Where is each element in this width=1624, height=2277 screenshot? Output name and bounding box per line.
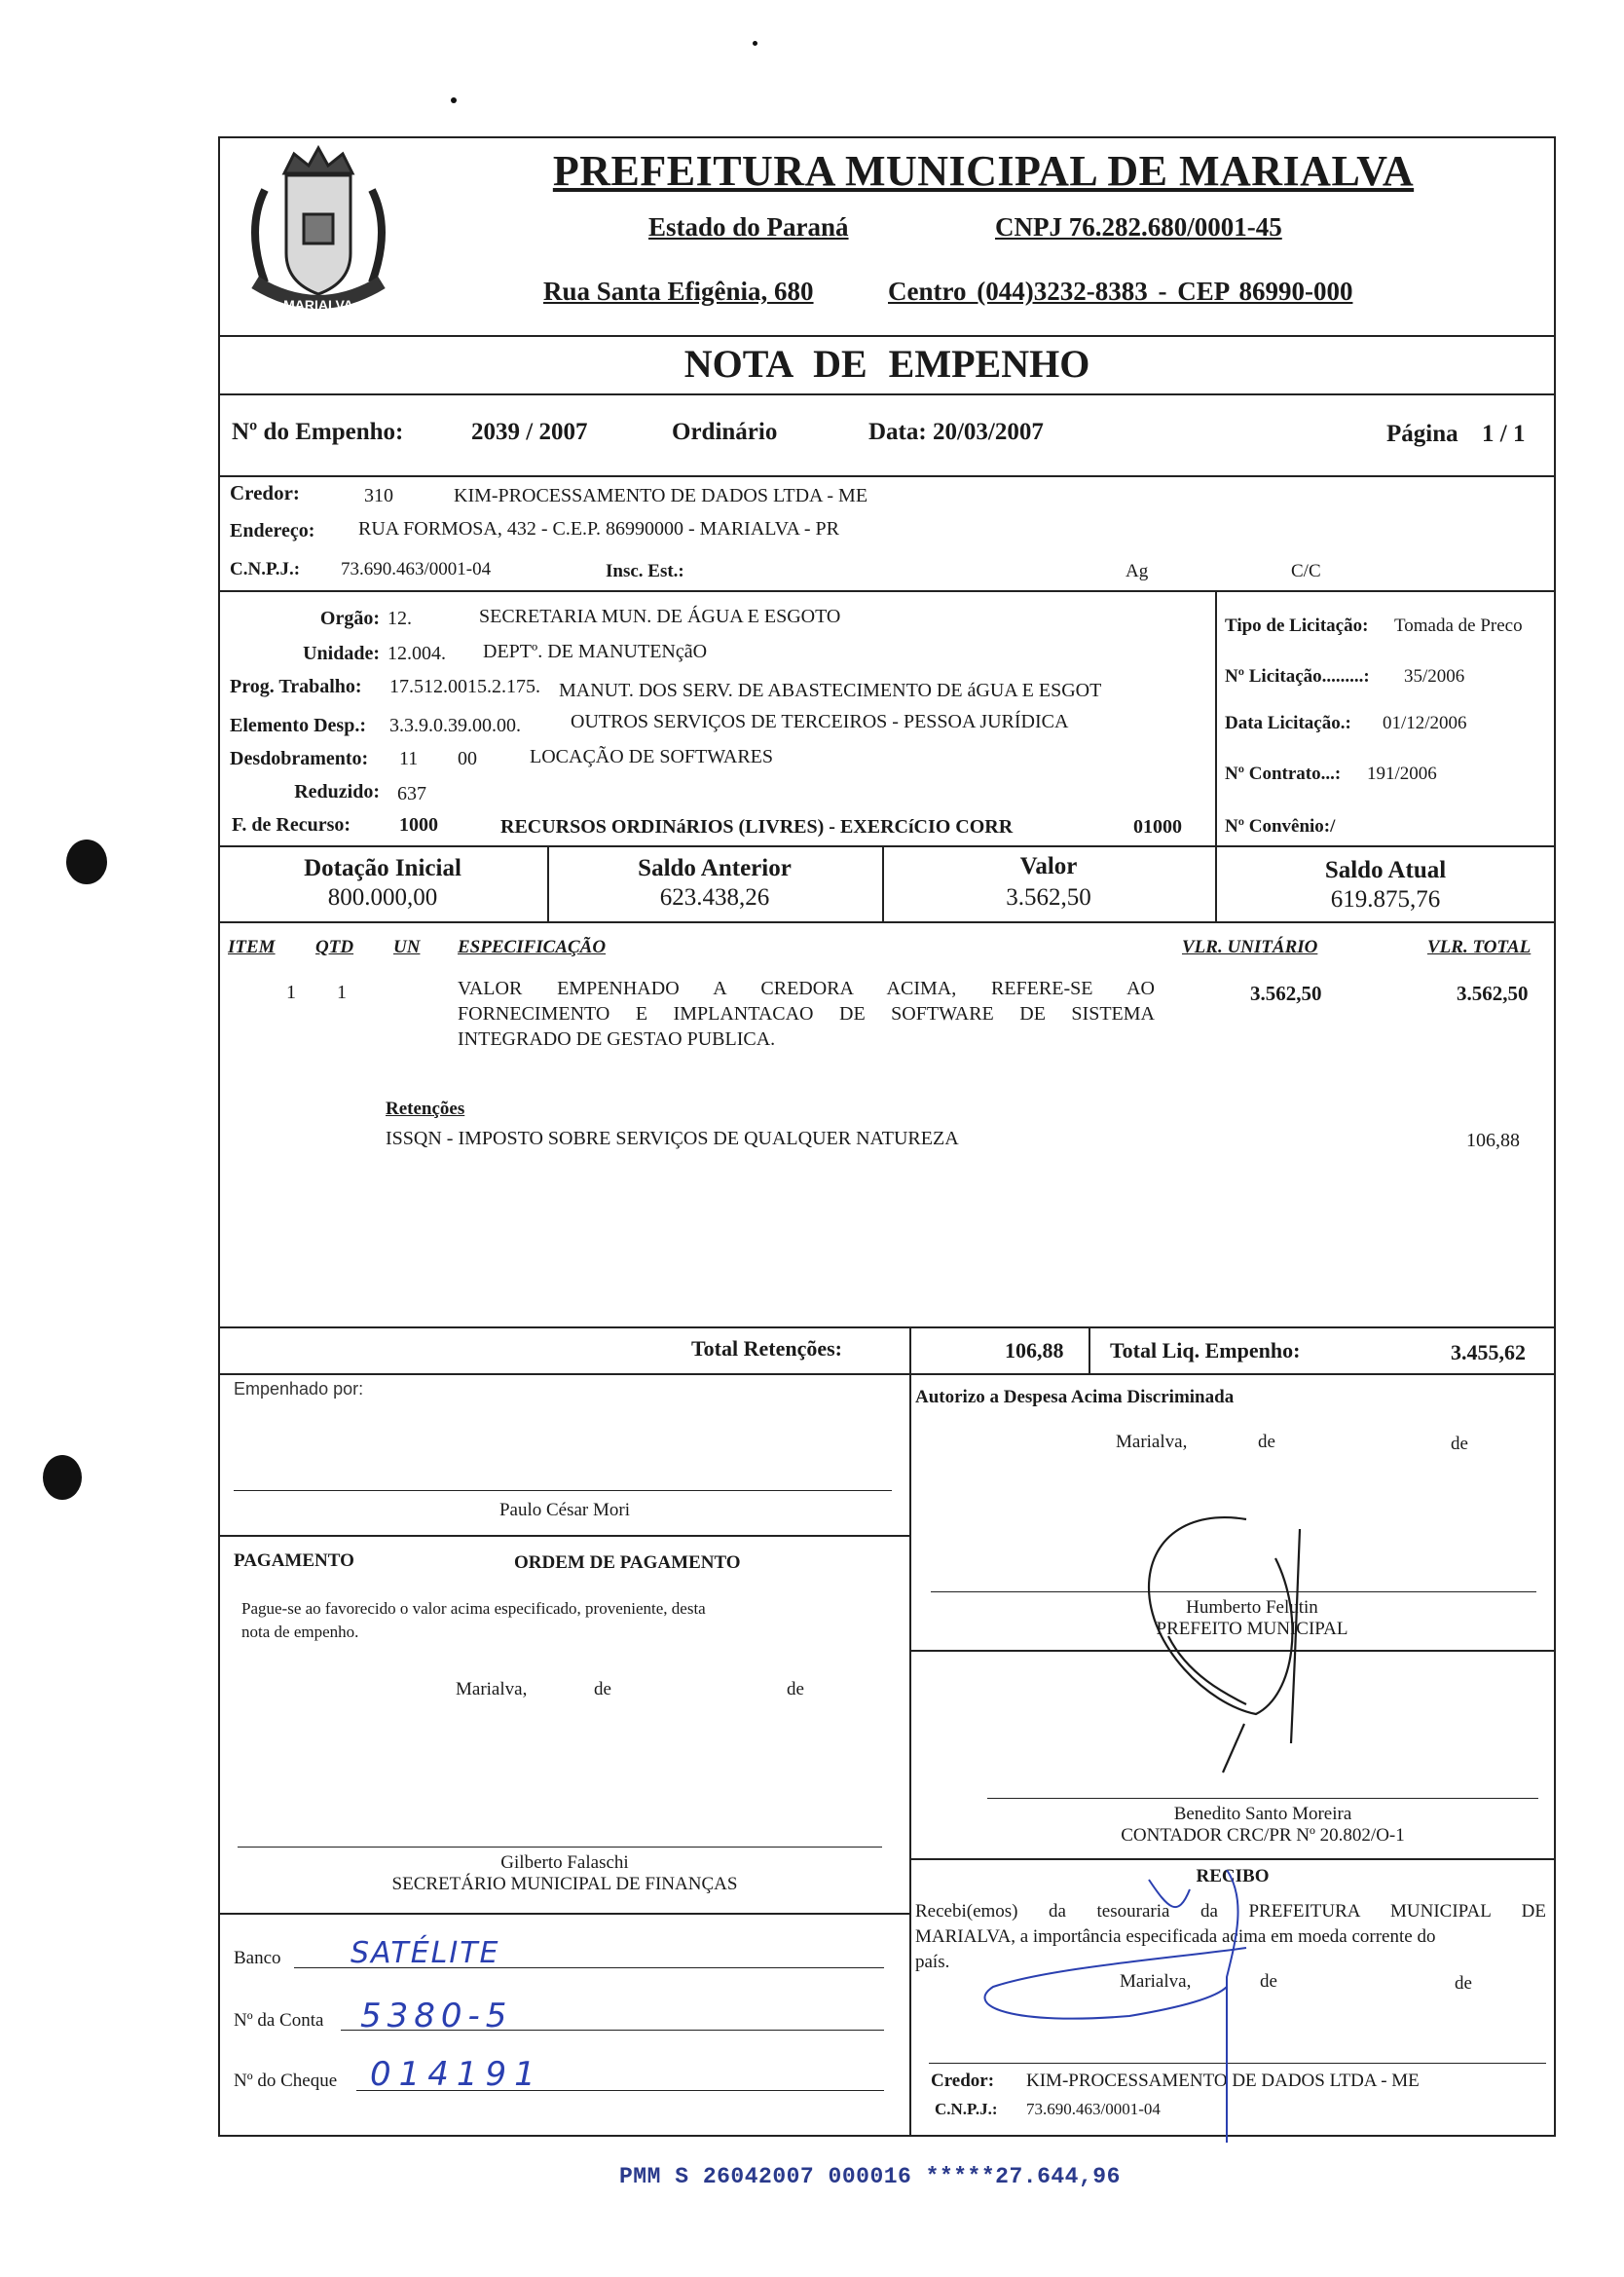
total-liq-value: 3.455,62 bbox=[1451, 1340, 1526, 1364]
doc-title: NOTA DE EMPENHO bbox=[683, 342, 1090, 386]
autorizo-label: Autorizo a Despesa Acima Discriminada bbox=[915, 1387, 1235, 1407]
cheque-value: 014191 bbox=[370, 2055, 543, 2094]
recibo-texto-2: MARIALVA, a importância especificada acima em moeda corrente do bbox=[915, 1926, 1436, 1947]
total-retencoes-value: 106,88 bbox=[1005, 1338, 1064, 1362]
desdobramento-b: 00 bbox=[458, 748, 477, 769]
recibo-title: RECIBO bbox=[1196, 1866, 1270, 1886]
recurso-code: 1000 bbox=[399, 814, 438, 836]
header-state: Estado do Paraná bbox=[648, 212, 849, 242]
orgao-desc: SECRETARIA MUN. DE ÁGUA E ESGOTO bbox=[479, 606, 841, 627]
pagamento-texto-2: nota de empenho. bbox=[241, 1623, 359, 1641]
credor-label: Credor: bbox=[230, 481, 300, 504]
prog-trabalho-code: 17.512.0015.2.175. bbox=[389, 676, 540, 697]
conta-label: Nº da Conta bbox=[234, 2010, 324, 2031]
scan-speck bbox=[451, 97, 457, 103]
licitacao-num-value: 35/2006 bbox=[1404, 666, 1465, 687]
prog-trabalho-label: Prog. Trabalho: bbox=[230, 676, 362, 697]
saldo-atual-label: Saldo Atual bbox=[1324, 857, 1447, 883]
header-address: Rua Santa Efigênia, 680 bbox=[543, 277, 814, 306]
ag-label: Ag bbox=[1126, 561, 1149, 581]
empenho-label: Nº do Empenho: bbox=[232, 419, 404, 445]
bank-stamp: PMM S 26042007 000016 *****27.644,96 bbox=[619, 2164, 1121, 2189]
row-vlr-unitario: 3.562,50 bbox=[1250, 982, 1322, 1005]
row-item: 1 bbox=[286, 982, 296, 1003]
endereco-label: Endereço: bbox=[230, 520, 315, 541]
recurso-desc: RECURSOS ORDINáRIOS (LIVRES) - EXERCíCIO CORR bbox=[500, 816, 1014, 838]
saldo-atual-value: 619.875,76 bbox=[1330, 886, 1441, 913]
credor-name: KIM-PROCESSAMENTO DE DADOS LTDA - ME bbox=[454, 485, 868, 506]
col-un: UN bbox=[393, 937, 421, 957]
credor-cnpj-label: C.N.P.J.: bbox=[230, 559, 301, 579]
empenho-type: Ordinário bbox=[672, 419, 778, 445]
empenhado-signature-line bbox=[234, 1490, 892, 1491]
row-spec-line-1: VALOR EMPENHADO A CREDORA ACIMA, REFERE-SE AO bbox=[458, 978, 1155, 999]
pagamento-label: PAGAMENTO bbox=[234, 1550, 354, 1571]
totals-divider-2 bbox=[1089, 1326, 1090, 1375]
saldo-anterior-value: 623.438,26 bbox=[659, 884, 770, 911]
insc-est-label: Insc. Est.: bbox=[606, 561, 684, 581]
banco-label: Banco bbox=[234, 1948, 281, 1968]
desdobramento-desc: LOCAÇÃO DE SOFTWARES bbox=[530, 746, 774, 767]
recibo-de-1: de bbox=[1260, 1971, 1277, 1992]
recibo-texto-3: país. bbox=[915, 1952, 950, 1972]
col-vlr-total: VLR. TOTAL bbox=[1427, 937, 1532, 957]
recibo-signature bbox=[935, 1860, 1324, 2152]
valor-value: 3.562,50 bbox=[1006, 884, 1091, 911]
unidade-label: Unidade: bbox=[303, 643, 380, 664]
contador-cargo: CONTADOR CRC/PR Nº 20.802/O-1 bbox=[1121, 1825, 1405, 1846]
pagamento-de-1: de bbox=[594, 1679, 611, 1699]
divider-pagamento bbox=[218, 1535, 911, 1537]
data-licitacao-value: 01/12/2006 bbox=[1383, 713, 1467, 733]
reduzido-value: 637 bbox=[397, 783, 426, 804]
orcamento-divider bbox=[1215, 590, 1217, 847]
elemento-code: 3.3.9.0.39.00.00. bbox=[389, 715, 521, 736]
pagina-value: 1 / 1 bbox=[1482, 421, 1526, 447]
recibo-credor-label: Credor: bbox=[931, 2071, 995, 2091]
autorizo-de-2: de bbox=[1451, 1434, 1468, 1454]
seal-ribbon-text: MARIALVA bbox=[283, 297, 353, 313]
saldo-anterior-label: Saldo Anterior bbox=[638, 855, 792, 881]
municipal-seal-icon bbox=[226, 136, 411, 331]
empenho-number: 2039 / 2007 bbox=[471, 419, 588, 445]
secretario-cargo: SECRETÁRIO MUNICIPAL DE FINANÇAS bbox=[391, 1874, 738, 1894]
pagamento-texto-1: Pague-se ao favorecido o valor acima especificado, proveniente, desta bbox=[241, 1599, 706, 1618]
divider-banco bbox=[218, 1913, 911, 1915]
recibo-cnpj-label: C.N.P.J.: bbox=[935, 2100, 998, 2118]
dotacao-value: 800.000,00 bbox=[327, 884, 438, 911]
recibo-de-2: de bbox=[1455, 1973, 1472, 1994]
contrato-value: 191/2006 bbox=[1367, 764, 1437, 784]
unidade-code: 12.004. bbox=[388, 643, 446, 664]
desdobramento-a: 11 bbox=[399, 748, 419, 769]
recurso-label: F. de Recurso: bbox=[232, 814, 351, 836]
banco-value: SATÉLITE bbox=[351, 1936, 500, 1970]
prefeito-nome: Humberto Felutin bbox=[1186, 1597, 1318, 1618]
secretario-nome: Gilberto Falaschi bbox=[500, 1852, 629, 1873]
licitacao-num-label: Nº Licitação.........: bbox=[1225, 666, 1370, 687]
total-liq-label: Total Liq. Empenho: bbox=[1110, 1338, 1301, 1362]
recurso-num: 01000 bbox=[1133, 816, 1182, 838]
valor-label: Valor bbox=[1019, 853, 1078, 879]
col-item: ITEM bbox=[228, 937, 276, 957]
empenho-date: Data: 20/03/2007 bbox=[868, 419, 1044, 445]
retencao-value: 106,88 bbox=[1466, 1130, 1520, 1151]
header-contact: Centro (044)3232-8383 - CEP 86990-000 bbox=[888, 277, 1353, 306]
col-vlr-unitario: VLR. UNITÁRIO bbox=[1182, 937, 1318, 957]
retencao-desc: ISSQN - IMPOSTO SOBRE SERVIÇOS DE QUALQUER NATUREZA bbox=[386, 1128, 959, 1149]
recibo-credor-nome: KIM-PROCESSAMENTO DE DADOS LTDA - ME bbox=[1026, 2071, 1420, 2091]
empenhado-label: Empenhado por: bbox=[234, 1379, 364, 1399]
cheque-label: Nº do Cheque bbox=[234, 2071, 338, 2091]
endereco-value: RUA FORMOSA, 432 - C.E.P. 86990000 - MARIALVA - PR bbox=[358, 518, 839, 540]
prog-trabalho-desc: MANUT. DOS SERV. DE ABASTECIMENTO DE áGUA E ESGOT bbox=[559, 680, 1102, 701]
total-retencoes-label: Total Retenções: bbox=[691, 1336, 842, 1361]
col-qtd: QTD bbox=[315, 937, 354, 957]
row-vlr-total: 3.562,50 bbox=[1457, 982, 1529, 1005]
handwritten-signature bbox=[1129, 1500, 1363, 1889]
empenhado-nome: Paulo César Mori bbox=[498, 1500, 631, 1520]
data-licitacao-label: Data Licitação.: bbox=[1225, 713, 1351, 733]
pagina-label: Página bbox=[1386, 421, 1458, 447]
page-title: PREFEITURA MUNICIPAL DE MARIALVA bbox=[552, 147, 1415, 195]
pagamento-marialva: Marialva, bbox=[456, 1679, 528, 1699]
prefeito-cargo: PREFEITO MUNICIPAL bbox=[1156, 1619, 1348, 1639]
credor-cnpj: 73.690.463/0001-04 bbox=[341, 559, 492, 579]
contrato-label: Nº Contrato...: bbox=[1225, 764, 1342, 784]
cc-label: C/C bbox=[1291, 561, 1321, 581]
contador-nome: Benedito Santo Moreira bbox=[1173, 1804, 1352, 1824]
totals-divider-1 bbox=[909, 1326, 911, 1375]
reduzido-label: Reduzido: bbox=[294, 781, 380, 803]
ordem-pagamento-label: ORDEM DE PAGAMENTO bbox=[514, 1552, 741, 1573]
autorizo-de-1: de bbox=[1258, 1432, 1275, 1452]
retencoes-title: Retenções bbox=[386, 1099, 465, 1119]
autorizo-marialva: Marialva, bbox=[1116, 1432, 1188, 1452]
tipo-licitacao-value: Tomada de Preco bbox=[1394, 616, 1523, 636]
secretario-signature-line bbox=[238, 1847, 882, 1848]
unidade-desc: DEPTº. DE MANUTENçãO bbox=[483, 641, 708, 662]
desdobramento-label: Desdobramento: bbox=[230, 748, 369, 769]
header-cnpj: CNPJ 76.282.680/0001-45 bbox=[995, 212, 1282, 242]
orgao-code: 12. bbox=[388, 608, 412, 629]
recibo-cnpj: 73.690.463/0001-04 bbox=[1026, 2100, 1161, 2118]
col-especificacao: ESPECIFICAÇÃO bbox=[458, 937, 607, 957]
tipo-licitacao-label: Tipo de Licitação: bbox=[1225, 616, 1369, 636]
pagamento-de-2: de bbox=[787, 1679, 804, 1699]
totals-box bbox=[218, 1326, 1556, 1375]
dotacao-label: Dotação Inicial bbox=[304, 855, 461, 881]
scan-hole bbox=[66, 840, 107, 884]
recibo-marialva: Marialva, bbox=[1120, 1971, 1192, 1992]
elemento-desc: OUTROS SERVIÇOS DE TERCEIROS - PESSOA JURÍDICA bbox=[571, 711, 1069, 732]
convenio-label: Nº Convênio:/ bbox=[1225, 816, 1336, 837]
scan-speck bbox=[753, 41, 757, 46]
scan-hole bbox=[43, 1455, 82, 1500]
elemento-label: Elemento Desp.: bbox=[230, 715, 366, 736]
orgao-label: Orgão: bbox=[319, 608, 380, 629]
row-spec-line-3: INTEGRADO DE GESTAO PUBLICA. bbox=[458, 1028, 776, 1050]
row-qtd: 1 bbox=[337, 982, 347, 1003]
credor-code: 310 bbox=[364, 485, 393, 506]
row-spec-line-2: FORNECIMENTO E IMPLANTACAO DE SOFTWARE DE SISTEMA bbox=[458, 1003, 1155, 1025]
recibo-texto-1: Recebi(emos) da tesouraria da PREFEITURA MUNICIPAL DE bbox=[915, 1901, 1546, 1922]
conta-value: 5380-5 bbox=[360, 1997, 513, 2035]
